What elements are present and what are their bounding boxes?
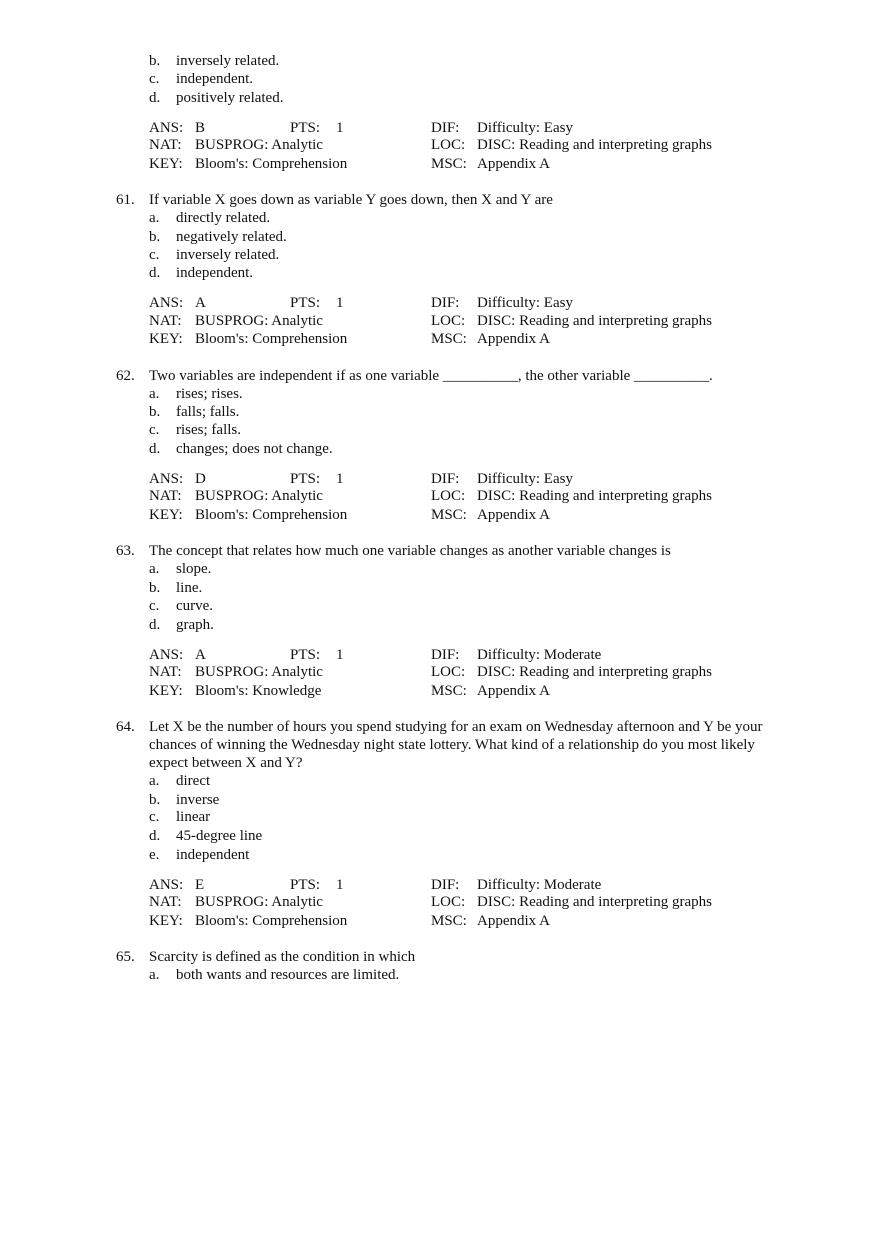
dif-label: DIF: [431,295,460,311]
option-letter: d. [149,265,161,281]
option-text: directly related. [176,210,271,226]
loc-label: LOC: [431,313,466,329]
key-label: KEY: [149,913,183,929]
pts-value: 1 [336,647,344,663]
ans-value: A [195,295,206,311]
msc-label: MSC: [431,913,467,929]
nat-label: NAT: [149,664,182,680]
key-label: KEY: [149,331,183,347]
question-number: 62. [116,368,135,384]
dif-value: Difficulty: Moderate [477,877,602,893]
option-letter: b. [149,229,161,245]
msc-label: MSC: [431,331,467,347]
option-letter: b. [149,792,161,808]
pts-value: 1 [336,877,344,893]
option-letter: a. [149,967,160,983]
key-label: KEY: [149,156,183,172]
pts-label: PTS: [290,877,321,893]
dif-value: Difficulty: Easy [477,295,573,311]
ans-label: ANS: [149,877,184,893]
option-text: inversely related. [176,247,280,263]
nat-value: BUSPROG: Analytic [195,488,323,504]
ans-value: D [195,471,206,487]
option-text: rises; rises. [176,386,243,402]
nat-value: BUSPROG: Analytic [195,313,323,329]
loc-label: LOC: [431,137,466,153]
key-value: Bloom's: Comprehension [195,507,348,523]
question-text: chances of winning the Wednesday night state lottery. What kind of a relationship do you most likely [149,737,755,753]
option-letter: c. [149,598,160,614]
msc-value: Appendix A [477,913,550,929]
option-letter: d. [149,828,161,844]
msc-label: MSC: [431,156,467,172]
option-text: linear [176,809,211,825]
key-value: Bloom's: Knowledge [195,683,322,699]
pts-label: PTS: [290,647,321,663]
pts-value: 1 [336,471,344,487]
option-letter: c. [149,809,160,825]
pts-label: PTS: [290,295,321,311]
ans-label: ANS: [149,647,184,663]
ans-value: E [195,877,205,893]
ans-label: ANS: [149,471,184,487]
key-value: Bloom's: Comprehension [195,156,348,172]
option-text: slope. [176,561,212,577]
msc-value: Appendix A [477,507,550,523]
loc-value: DISC: Reading and interpreting graphs [477,313,712,329]
option-letter: b. [149,580,161,596]
dif-label: DIF: [431,647,460,663]
dif-value: Difficulty: Moderate [477,647,602,663]
nat-value: BUSPROG: Analytic [195,894,323,910]
option-letter: b. [149,404,161,420]
key-label: KEY: [149,507,183,523]
option-text: rises; falls. [176,422,241,438]
option-letter: a. [149,561,160,577]
option-letter: d. [149,617,161,633]
nat-label: NAT: [149,313,182,329]
option-letter: a. [149,773,160,789]
key-label: KEY: [149,683,183,699]
dif-label: DIF: [431,120,460,136]
question-number: 61. [116,192,135,208]
loc-value: DISC: Reading and interpreting graphs [477,894,712,910]
option-letter: e. [149,847,160,863]
msc-label: MSC: [431,683,467,699]
key-value: Bloom's: Comprehension [195,331,348,347]
option-text: changes; does not change. [176,441,333,457]
loc-value: DISC: Reading and interpreting graphs [477,664,712,680]
loc-label: LOC: [431,488,466,504]
option-letter: b. [149,53,161,69]
dif-label: DIF: [431,877,460,893]
ans-value: B [195,120,206,136]
question-number: 63. [116,543,135,559]
question-number: 65. [116,949,135,965]
option-text: direct [176,773,211,789]
question-number: 64. [116,719,135,735]
option-letter: a. [149,386,160,402]
nat-label: NAT: [149,894,182,910]
option-letter: a. [149,210,160,226]
msc-value: Appendix A [477,683,550,699]
option-text: line. [176,580,203,596]
ans-value: A [195,647,206,663]
question-text: expect between X and Y? [149,755,303,771]
question-text: Scarcity is defined as the condition in which [149,949,416,965]
pts-label: PTS: [290,471,321,487]
option-text: graph. [176,617,214,633]
msc-label: MSC: [431,507,467,523]
question-text: Two variables are independent if as one variable __________, the other variable __________. [149,368,713,384]
option-text: positively related. [176,90,284,106]
nat-value: BUSPROG: Analytic [195,137,323,153]
option-text: independent. [176,265,254,281]
option-text: inverse [176,792,220,808]
option-text: curve. [176,598,214,614]
pts-value: 1 [336,120,344,136]
dif-label: DIF: [431,471,460,487]
option-letter: c. [149,247,160,263]
nat-label: NAT: [149,488,182,504]
loc-label: LOC: [431,664,466,680]
nat-value: BUSPROG: Analytic [195,664,323,680]
option-letter: d. [149,90,161,106]
pts-value: 1 [336,295,344,311]
ans-label: ANS: [149,295,184,311]
question-text: The concept that relates how much one variable changes as another variable changes is [149,543,671,559]
option-text: negatively related. [176,229,287,245]
loc-value: DISC: Reading and interpreting graphs [477,137,712,153]
loc-value: DISC: Reading and interpreting graphs [477,488,712,504]
option-text: independent [176,847,250,863]
option-letter: c. [149,422,160,438]
dif-value: Difficulty: Easy [477,120,573,136]
option-text: 45-degree line [176,828,263,844]
option-text: inversely related. [176,53,280,69]
question-text: Let X be the number of hours you spend studying for an exam on Wednesday afternoon and Y be your [149,719,763,735]
option-text: both wants and resources are limited. [176,967,400,983]
msc-value: Appendix A [477,331,550,347]
msc-value: Appendix A [477,156,550,172]
dif-value: Difficulty: Easy [477,471,573,487]
question-text: If variable X goes down as variable Y goes down, then X and Y are [149,192,553,208]
option-text: falls; falls. [176,404,240,420]
key-value: Bloom's: Comprehension [195,913,348,929]
option-text: independent. [176,71,254,87]
loc-label: LOC: [431,894,466,910]
ans-label: ANS: [149,120,184,136]
option-letter: c. [149,71,160,87]
nat-label: NAT: [149,137,182,153]
pts-label: PTS: [290,120,321,136]
option-letter: d. [149,441,161,457]
